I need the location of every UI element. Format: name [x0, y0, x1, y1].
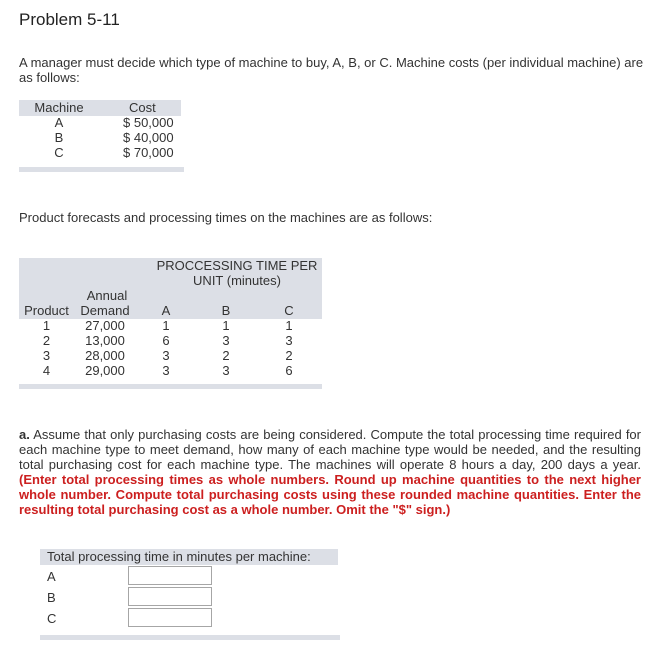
forecast-table	[19, 258, 322, 389]
header-machine-b: B	[221, 303, 231, 318]
product-cell: 1	[42, 318, 51, 333]
demand-cell: 28,000	[85, 348, 125, 363]
table-row	[19, 145, 181, 160]
processing-time-group-header: PROCCESSING TIME PER UNIT (minutes)	[156, 258, 318, 288]
question-label: a.	[19, 427, 30, 442]
time-a-cell: 3	[162, 348, 170, 363]
machine-cell: A	[54, 115, 64, 130]
page-title: Problem 5-11	[19, 10, 120, 29]
header-machine-c: C	[284, 303, 294, 318]
demand-cell: 13,000	[85, 333, 125, 348]
product-cell: 3	[42, 348, 51, 363]
product-cell: 2	[42, 333, 51, 348]
processing-time-input-b[interactable]	[128, 587, 212, 606]
forecast-intro-text: Product forecasts and processing times on the machines are as follows:	[19, 210, 433, 225]
table-row	[19, 318, 322, 333]
time-b-cell: 2	[222, 348, 230, 363]
header-machine-a: A	[161, 303, 171, 318]
intro-text: A manager must decide which type of machine to buy, A, B, or C. Machine costs (per individual machine) are as follows:	[19, 55, 644, 85]
demand-cell: 27,000	[85, 318, 125, 333]
answer-label-c: C	[47, 611, 57, 626]
time-b-cell: 3	[222, 333, 230, 348]
question-a	[19, 427, 641, 517]
table-row	[19, 363, 322, 378]
table-footer-bar	[40, 635, 340, 640]
answer-label-b: B	[47, 590, 56, 605]
machine-cell: C	[54, 145, 64, 160]
demand-cell: 29,000	[85, 363, 125, 378]
time-b-cell: 1	[222, 318, 230, 333]
time-a-cell: 6	[162, 333, 170, 348]
time-c-cell: 2	[285, 348, 293, 363]
table-row	[19, 115, 181, 130]
time-b-cell: 3	[222, 363, 230, 378]
question-text: Assume that only purchasing costs are being considered. Compute the total processing time required for each machine type to meet demand, how many of each machine type would be needed, and the resulting total purchasing cost for each machine type. The machines will operate 8 hours a day, 200 days a year.	[19, 427, 641, 472]
annual-label: Annual	[86, 288, 128, 303]
time-c-cell: 3	[285, 333, 293, 348]
cost-cell: $ 50,000	[123, 115, 174, 130]
answer-label-a: A	[47, 569, 56, 584]
time-a-cell: 1	[162, 318, 170, 333]
cost-table-header-machine: Machine	[34, 100, 84, 115]
table-row	[19, 348, 322, 363]
question-instructions: (Enter total processing times as whole numbers. Round up machine quantities to the next higher whole number. Compute total purchasing costs using these rounded machine quantities. Enter the resulting total purchasing cost as a whole number. Omit the "$" sign.)	[19, 472, 641, 517]
product-cell: 4	[42, 363, 51, 378]
processing-time-input-a[interactable]	[128, 566, 212, 585]
answer-table-header: Total processing time in minutes per machine:	[40, 549, 338, 565]
time-a-cell: 3	[162, 363, 170, 378]
header-product: Product	[24, 303, 69, 318]
cost-table-header-cost: Cost	[129, 100, 156, 115]
table-row	[19, 333, 322, 348]
time-c-cell: 1	[285, 318, 293, 333]
header-demand: Demand	[80, 303, 130, 318]
processing-time-input-c[interactable]	[128, 608, 212, 627]
time-c-cell: 6	[285, 363, 293, 378]
table-footer-bar	[19, 384, 322, 389]
cost-cell: $ 70,000	[123, 145, 174, 160]
machine-cell: B	[54, 130, 64, 145]
cost-cell: $ 40,000	[123, 130, 174, 145]
table-row	[19, 130, 181, 145]
table-footer-bar	[19, 167, 184, 172]
answer-table	[40, 549, 340, 641]
